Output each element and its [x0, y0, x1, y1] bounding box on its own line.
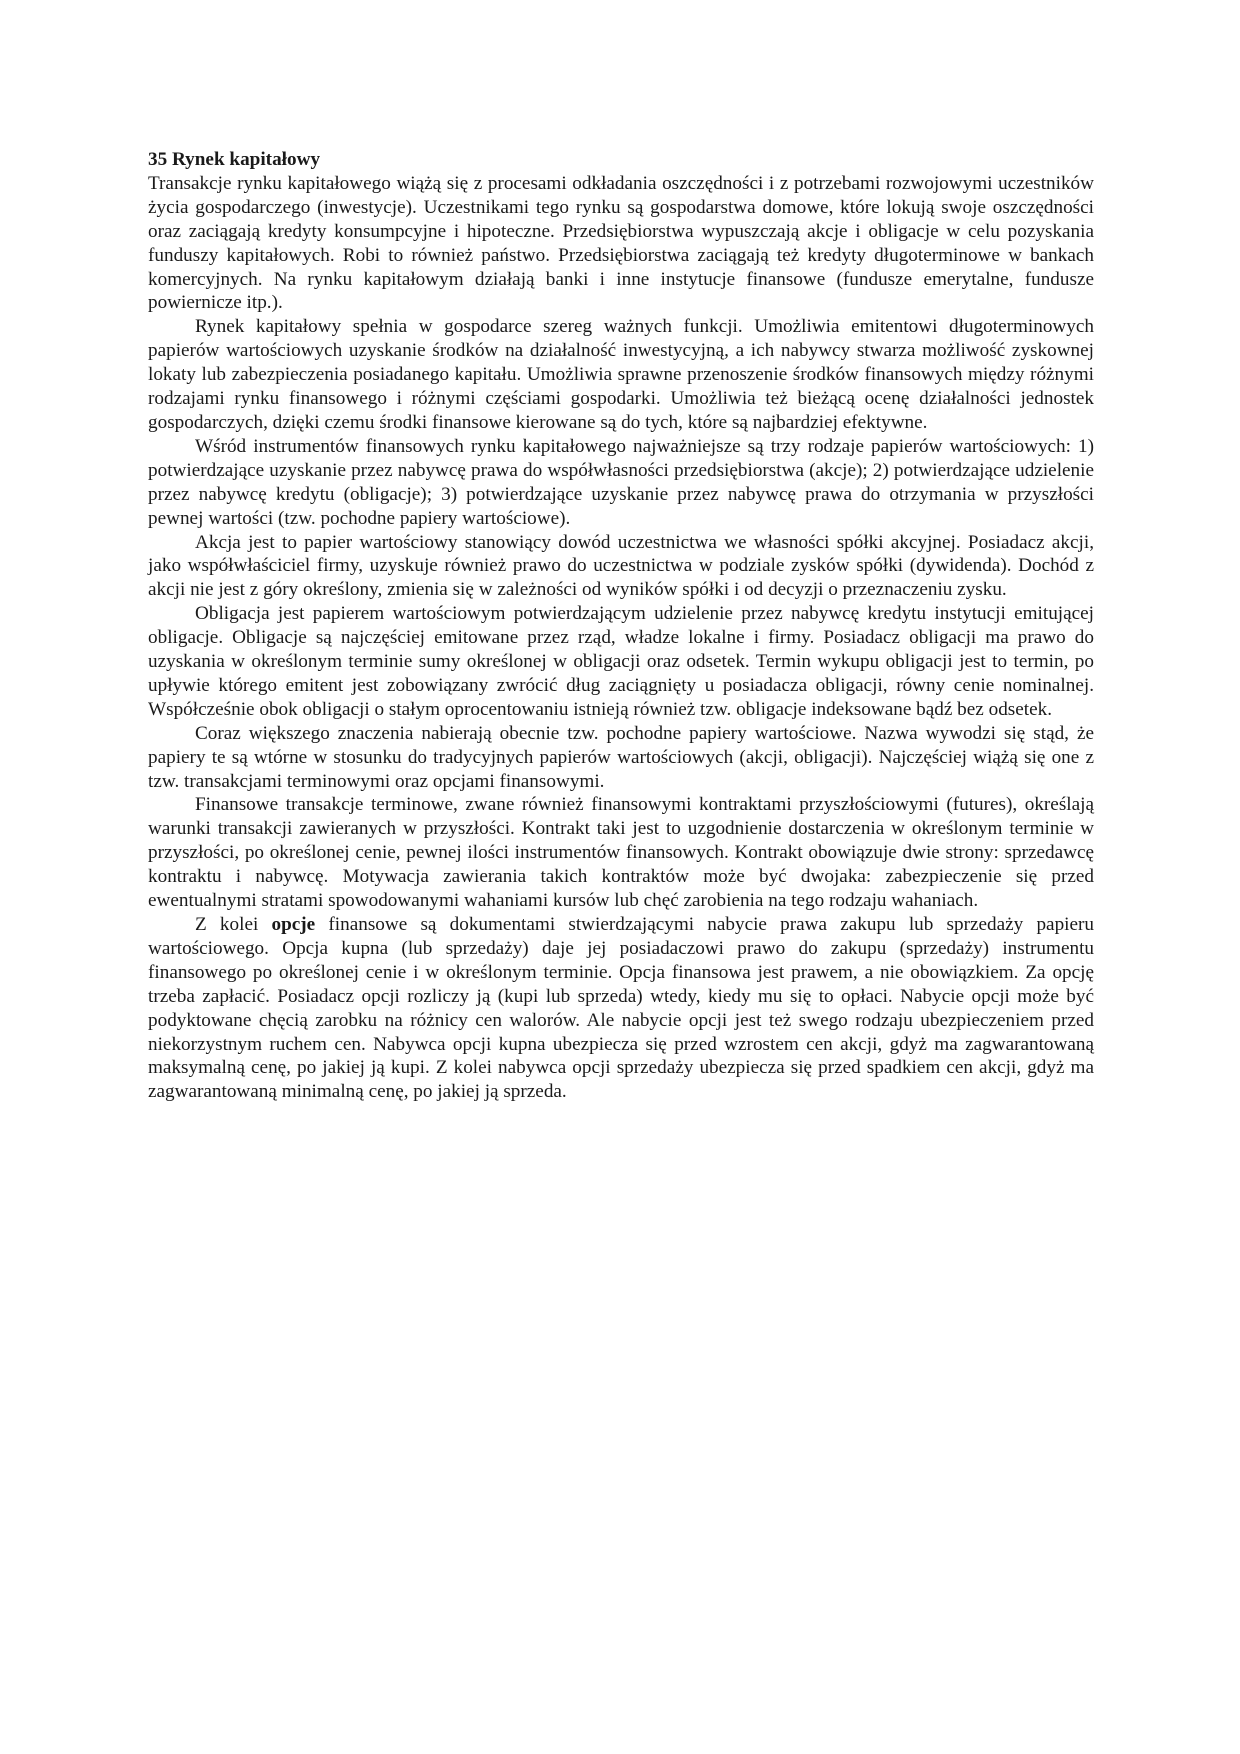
paragraph-futures: Finansowe transakcje terminowe, zwane również finansowymi kontraktami przyszłościowymi (futures), określają warunki transakcji zawieranych w przyszłości. Kontrakt taki jest to uzgodnienie dostarczenia w określonym terminie w przyszłości, po określonej cenie, pewnej ilości instrumentów finansowych. Kontrakt obowiązuje dwie strony: sprzedawcę kontraktu i nabywcę. Motywacja zawierania takich kontraktów może być dwojaka: zabezpieczenie się przed ewentualnymi stratami spowodowanymi wahaniami kursów lub chęć zarobienia na tego rodzaju wahaniach.	[148, 794, 1094, 912]
options-text-before: Z kolei	[195, 914, 272, 935]
document-page	[148, 148, 1094, 1104]
options-text-after: finansowe są dokumentami stwierdzającymi nabycie prawa zakupu lub sprzedaży papieru wartościowego. Opcja kupna (lub sprzedaży) daje jej posiadaczowi prawo do zakupu (sprzedaży) instrumentu finansowego po określonej cenie i w określonym terminie. Opcja finansowa jest prawem, a nie obowiązkiem. Za opcję trzeba zapłacić. Posiadacz opcji rozliczy ją (kupi lub sprzeda) wtedy, kiedy mu się to opłaci. Nabycie opcji może być podyktowane chęcią zarobku na różnicy cen walorów. Ale nabycie opcji jest też swego rodzaju ubezpieczeniem przed niekorzystnym ruchem cen. Nabywca opcji kupna ubezpiecza się przed wzrostem cen akcji, gdyż ma zagwarantowaną maksymalną cenę, po jakiej ją kupi. Z kolei nabywca opcji sprzedaży ubezpiecza się przed spadkiem cen akcji, gdyż ma zagwarantowaną minimalną cenę, po jakiej ją sprzeda.	[148, 914, 1094, 1103]
options-bold-term: opcje	[271, 914, 316, 935]
paragraph-functions: Rynek kapitałowy spełnia w gospodarce szereg ważnych funkcji. Umożliwia emitentowi długoterminowych papierów wartościowych uzyskanie środków na działalność inwestycyjną, a ich nabywcy stwarza możliwość zyskownej lokaty lub zabezpieczenia posiadanego kapitału. Umożliwia sprawne przenoszenie środków finansowych między różnymi rodzajami rynku finansowego i różnymi częściami gospodarki. Umożliwia też bieżącą ocenę działalności jednostek gospodarczych, dzięki czemu środki finansowe kierowane są do tych, które są najbardziej efektywne.	[148, 316, 1094, 433]
paragraph-derivatives: Coraz większego znaczenia nabierają obecnie tzw. pochodne papiery wartościowe. Nazwa wywodzi się stąd, że papiery te są wtórne w stosunku do tradycyjnych papierów wartościowych (akcji, obligacji). Najczęściej wiążą się one z tzw. transakcjami terminowymi oraz opcjami finansowymi.	[148, 722, 1094, 792]
paragraph-shares: Akcja jest to papier wartościowy stanowiący dowód uczestnictwa we własności spółki akcyjnej. Posiadacz akcji, jako współwłaściciel firmy, uzyskuje również prawo do uczestnictwa w podziale zysków spółki (dywidenda). Dochód z akcji nie jest z góry określony, zmienia się w zależności od wyników spółki i od decyzji o przeznaczeniu zysku.	[148, 531, 1094, 601]
paragraph-bonds: Obligacja jest papierem wartościowym potwierdzającym udzielenie przez nabywcę kredytu instytucji emitującej obligacje. Obligacje są najczęściej emitowane przez rząd, władze lokalne i firmy. Posiadacz obligacji ma prawo do uzyskania w określonym terminie sumy określonej w obligacji oraz odsetek. Termin wykupu obligacji jest to termin, po upływie którego emitent jest zobowiązany zwrócić dług zaciągnięty u posiadacza obligacji, równy cenie nominalnej. Współcześnie obok obligacji o stałym oprocentowaniu istnieją również tzw. obligacje indeksowane bądź bez odsetek.	[148, 603, 1094, 720]
document-title: 35 Rynek kapitałowy	[148, 149, 321, 170]
paragraph-instruments: Wśród instrumentów finansowych rynku kapitałowego najważniejsze są trzy rodzaje papierów wartościowych: 1) potwierdzające uzyskanie przez nabywcę prawa do współwłasności przedsiębiorstwa (akcje); 2) potwierdzające udzielenie przez nabywcę kredytu (obligacje); 3) potwierdzające uzyskanie przez nabywcę prawa do otrzymania w przyszłości pewnej wartości (tzw. pochodne papiery wartościowe).	[148, 435, 1094, 529]
paragraph-intro: Transakcje rynku kapitałowego wiążą się z procesami odkładania oszczędności i z potrzebami rozwojowymi uczestników życia gospodarczego (inwestycje). Uczestnikami tego rynku są gospodarstwa domowe, które lokują swoje oszczędności oraz zaciągają kredyty konsumpcyjne i hipoteczne. Przedsiębiorstwa wypuszczają akcje i obligacje w celu pozyskania funduszy kapitałowych. Robi to również państwo. Przedsiębiorstwa zaciągają też kredyty długoterminowe w bankach komercyjnych. Na rynku kapitałowym działają banki i inne instytucje finansowe (fundusze emerytalne, fundusze powiernicze itp.).	[148, 172, 1094, 314]
paragraph-options	[148, 913, 1094, 1104]
